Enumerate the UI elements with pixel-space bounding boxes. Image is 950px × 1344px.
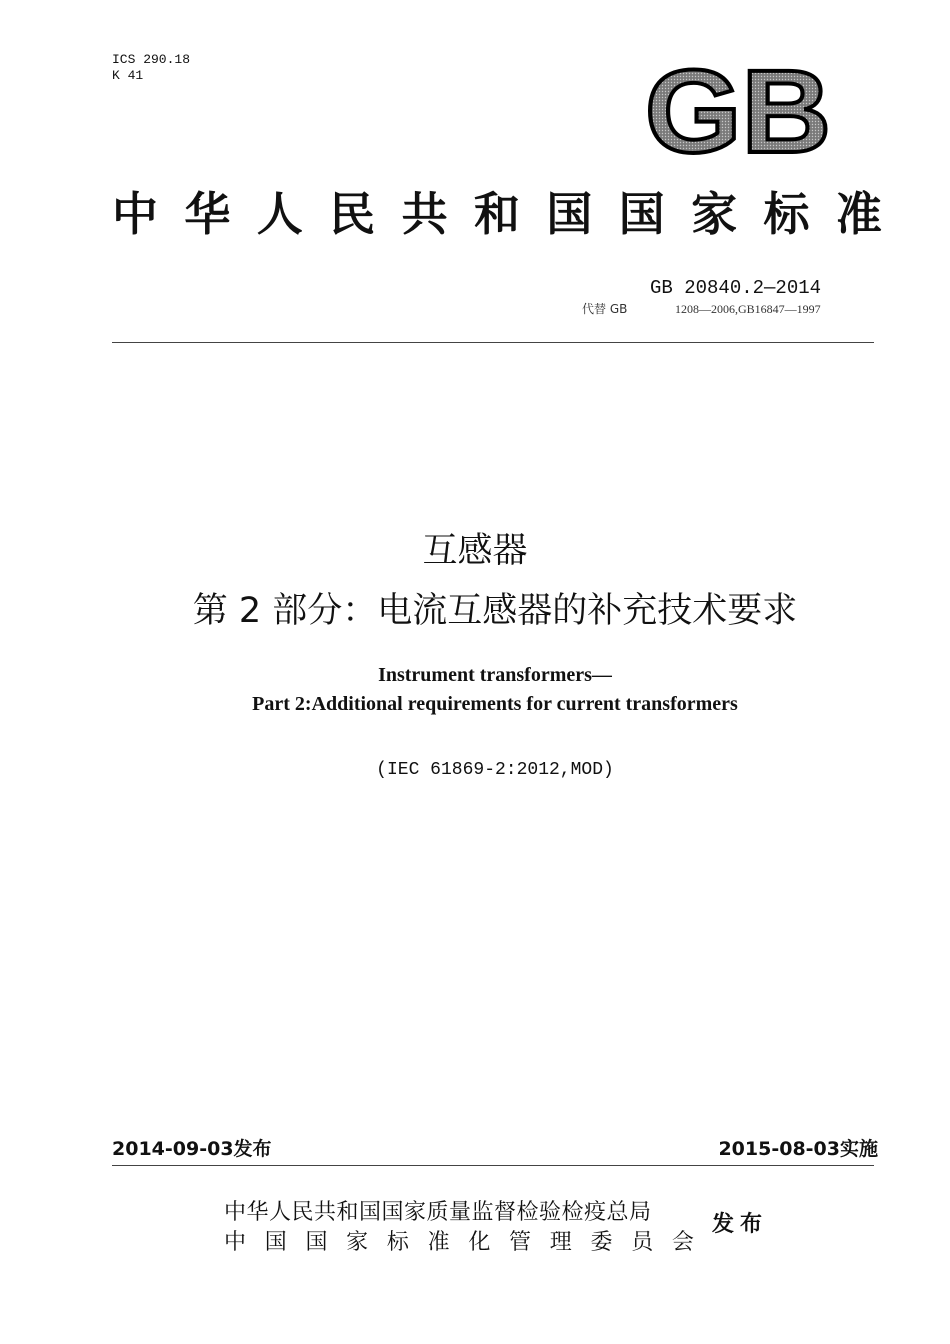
- ics-code: ICS 290.18: [112, 52, 191, 67]
- publisher-char: 化: [468, 1230, 491, 1255]
- publisher-char: 家: [346, 1230, 369, 1255]
- title-char: 家: [691, 187, 738, 241]
- title-char: 华: [184, 187, 231, 241]
- publisher-char: 中: [224, 1230, 247, 1255]
- gb-logo: [643, 60, 833, 160]
- title-chinese-part: 第 2 部分：电流互感器的补充技术要求: [192, 591, 798, 631]
- publisher-char: 管: [509, 1230, 532, 1255]
- publisher-char: 国: [305, 1230, 328, 1255]
- bottom-divider: [112, 1165, 874, 1166]
- title-english-part: Part 2:Additional requirements for current transformers: [252, 693, 738, 715]
- title-char: 共: [401, 187, 448, 241]
- publisher-char: 员: [631, 1230, 654, 1255]
- publisher-2: [224, 1225, 694, 1256]
- title-char: 和: [473, 187, 520, 241]
- classification-codes: [112, 52, 190, 84]
- publisher-char: 会: [671, 1230, 694, 1255]
- publisher-char: 标: [386, 1230, 409, 1255]
- title-char: 国: [546, 187, 593, 241]
- title-chinese-main: 互感器: [422, 531, 528, 571]
- gb-logo-text: GB: [645, 60, 831, 160]
- publisher-char: 国: [264, 1230, 287, 1255]
- publish-label: 发布: [712, 1212, 769, 1237]
- title-char: 人: [256, 187, 303, 241]
- top-divider: [112, 342, 874, 343]
- title-english-main: Instrument transformers—: [378, 664, 612, 686]
- title-char: 民: [329, 187, 376, 241]
- publisher-char: 准: [427, 1230, 450, 1255]
- standard-number: GB 20840.2—2014: [650, 277, 822, 299]
- adoption-reference: (IEC 61869-2:2012,MOD): [376, 760, 614, 780]
- publisher-char: 理: [549, 1230, 572, 1255]
- title-char: 国: [618, 187, 665, 241]
- replaces-value: 1208—2006,GB16847—1997: [675, 302, 821, 316]
- title-char: 中: [112, 187, 158, 241]
- publisher-1: 中华人民共和国国家质量监督检验检疫总局: [224, 1200, 652, 1225]
- implementation-date: 2015-08-03实施: [718, 1138, 878, 1160]
- national-standard-title: [112, 178, 882, 244]
- publisher-char: 委: [590, 1230, 613, 1255]
- replaces-label: 代替 GB: [582, 302, 628, 316]
- issue-date: 2014-09-03发布: [112, 1138, 272, 1160]
- ccs-code: K 41: [112, 68, 144, 83]
- title-char: 标: [763, 187, 810, 241]
- title-char: 准: [835, 187, 882, 241]
